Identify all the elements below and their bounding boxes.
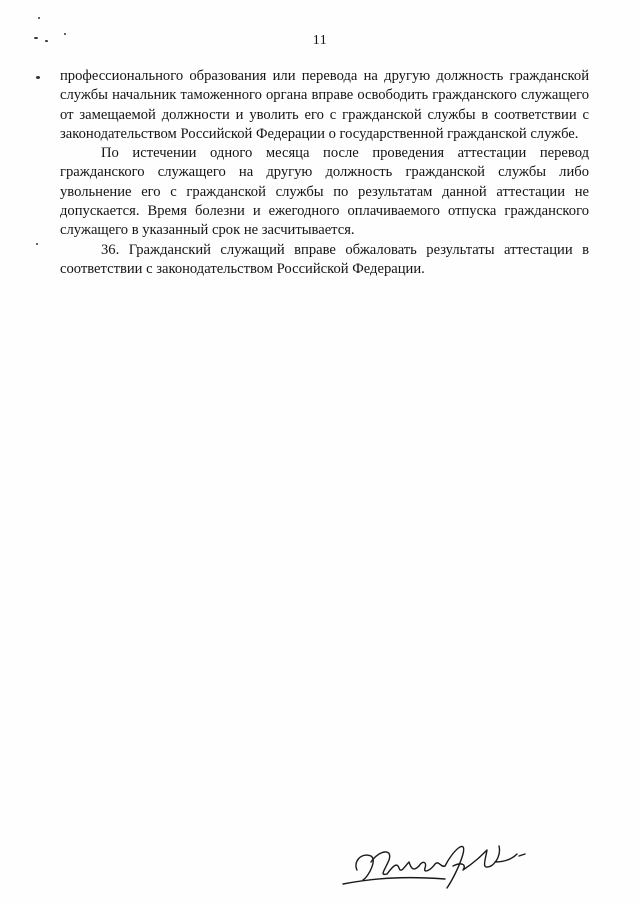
scan-speck xyxy=(38,17,40,19)
paragraph-36-appeal-right: 36. Гражданский служащий вправе обжаловать результаты аттестации в соответствии с законодательством Российской Федерации. xyxy=(60,241,589,277)
scan-speck xyxy=(36,243,38,245)
paragraph-continuation: профессионального образования или перевода на другую должность гражданской службы начальник таможенного органа вправе освободить гражданского служащего от замещаемой должности и уволить его с гражданской службы в соответствии с законодательством Российской Федерации о государственной гражданской службе. xyxy=(60,68,589,142)
paragraph-transfer-restriction: По истечении одного месяца после проведения аттестации перевод гражданского служащего на другую должность гражданской службы либо увольнение его с гражданской службы по результатам данной аттестации не допускается. Время болезни и ежегодного оплачиваемого отпуска гражданского служащего в указанный срок не засчитывается. xyxy=(60,145,589,239)
handwritten-signature xyxy=(335,832,545,892)
page-number: 11 xyxy=(312,33,328,48)
scan-speck xyxy=(36,76,40,79)
body-text xyxy=(60,67,589,279)
